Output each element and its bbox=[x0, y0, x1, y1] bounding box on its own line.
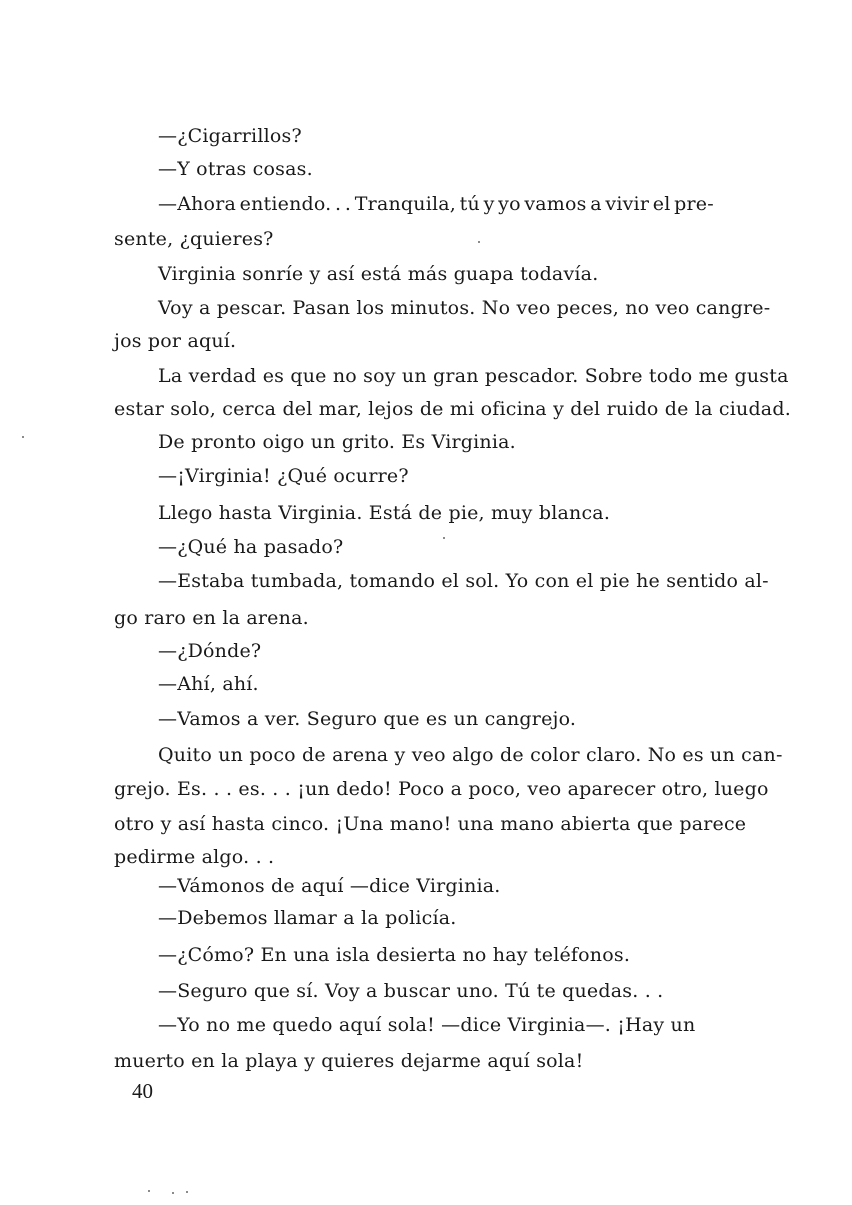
text-line-4: sente, ¿quieres? bbox=[114, 228, 274, 250]
text-line-27: —Yo no me quedo aquí sola! —dice Virginia—. ¡Hay un bbox=[158, 1014, 696, 1036]
scan-speck bbox=[186, 1191, 188, 1193]
scan-speck bbox=[478, 241, 480, 243]
text-line-16: —¿Dónde? bbox=[158, 640, 262, 662]
text-line-18: —Vamos a ver. Seguro que es un cangrejo. bbox=[158, 708, 577, 730]
text-line-22: pedirme algo. . . bbox=[114, 846, 275, 868]
page-number: 40 bbox=[132, 1079, 153, 1103]
text-line-25: —¿Cómo? En una isla desierta no hay teléfonos. bbox=[158, 944, 631, 966]
text-line-23: —Vámonos de aquí —dice Virginia. bbox=[158, 875, 501, 897]
text-line-13: —¿Qué ha pasado? bbox=[158, 536, 344, 558]
text-line-6: Voy a pescar. Pasan los minutos. No veo peces, no veo cangre- bbox=[158, 297, 771, 319]
text-line-11: —¡Virginia! ¿Qué ocurre? bbox=[158, 465, 409, 487]
text-line-14: —Estaba tumbada, tomando el sol. Yo con el pie he sentido al- bbox=[158, 570, 769, 592]
text-line-3: —Ahora entiendo. . . Tranquila, tú y yo vamos a vivir el pre- bbox=[158, 193, 714, 215]
text-line-1: —¿Cigarrillos? bbox=[158, 125, 302, 147]
scan-speck bbox=[172, 1192, 174, 1194]
text-line-19: Quito un poco de arena y veo algo de color claro. No es un can- bbox=[158, 744, 783, 766]
text-line-20: grejo. Es. . . es. . . ¡un dedo! Poco a poco, veo aparecer otro, luego bbox=[114, 778, 769, 800]
text-line-9: estar solo, cerca del mar, lejos de mi oficina y del ruido de la ciudad. bbox=[114, 398, 791, 420]
text-line-7: jos por aquí. bbox=[114, 330, 237, 352]
text-line-21: otro y así hasta cinco. ¡Una mano! una mano abierta que parece bbox=[114, 813, 747, 835]
scan-speck bbox=[148, 1190, 150, 1192]
text-line-24: —Debemos llamar a la policía. bbox=[158, 907, 457, 929]
scan-speck bbox=[22, 436, 24, 438]
text-line-26: —Seguro que sí. Voy a buscar uno. Tú te quedas. . . bbox=[158, 980, 664, 1002]
text-line-15: go raro en la arena. bbox=[114, 607, 309, 629]
text-line-2: —Y otras cosas. bbox=[158, 158, 313, 180]
text-line-28: muerto en la playa y quieres dejarme aquí sola! bbox=[114, 1050, 584, 1072]
text-line-8: La verdad es que no soy un gran pescador. Sobre todo me gusta bbox=[158, 365, 789, 387]
text-line-12: Llego hasta Virginia. Está de pie, muy blanca. bbox=[158, 502, 611, 524]
text-line-5: Virginia sonríe y así está más guapa todavía. bbox=[158, 263, 599, 285]
text-line-17: —Ahí, ahí. bbox=[158, 673, 259, 695]
text-line-10: De pronto oigo un grito. Es Virginia. bbox=[158, 431, 516, 453]
scan-speck bbox=[443, 537, 445, 539]
